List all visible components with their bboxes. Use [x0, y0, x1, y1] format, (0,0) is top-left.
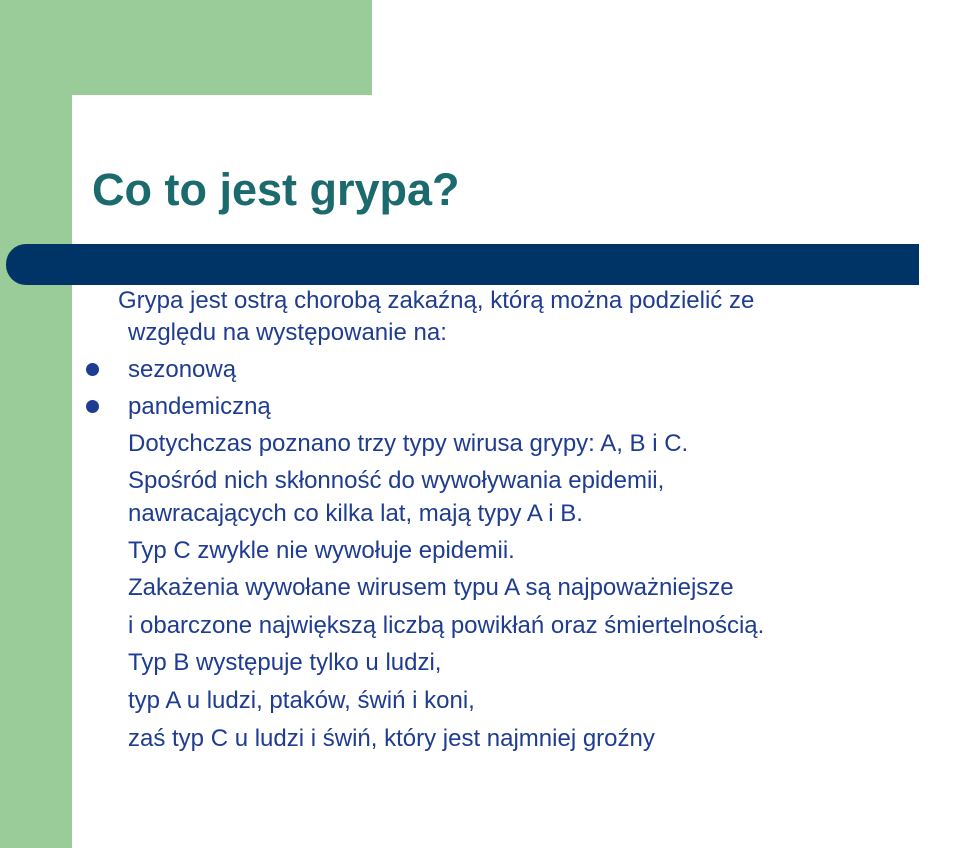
paragraph-line: typ A u ludzi, ptaków, świń i koni,	[128, 687, 475, 714]
slide-title: Co to jest grypa?	[92, 164, 460, 215]
bullet-dot-icon	[86, 400, 99, 413]
paragraph-line: nawracających co kilka lat, mają typy A i B.	[128, 500, 583, 527]
bullet-text: sezonową	[128, 356, 237, 383]
paragraph-line: Zakażenia wywołane wirusem typu A są najpoważniejsze	[128, 574, 734, 601]
intro-line-1: Grypa jest ostrą chorobą zakaźną, którą można podzielić ze	[118, 287, 755, 314]
paragraph-line: Spośród nich skłonność do wywoływania epidemii,	[128, 467, 665, 494]
intro-line-2: względu na występowanie na:	[128, 319, 447, 346]
bullet-text: pandemiczną	[128, 393, 271, 420]
paragraph-line: Typ C zwykle nie wywołuje epidemii.	[128, 537, 515, 564]
paragraph-line: i obarczone największą liczbą powikłań oraz śmiertelnością.	[128, 612, 765, 639]
paragraph-line: Typ B występuje tylko u ludzi,	[128, 649, 442, 676]
bullet-dot-icon	[86, 363, 99, 376]
paragraph-line: Dotychczas poznano trzy typy wirusa grypy: A, B i C.	[128, 430, 689, 457]
paragraph-line: zaś typ C u ludzi i świń, który jest najmniej groźny	[128, 725, 655, 752]
